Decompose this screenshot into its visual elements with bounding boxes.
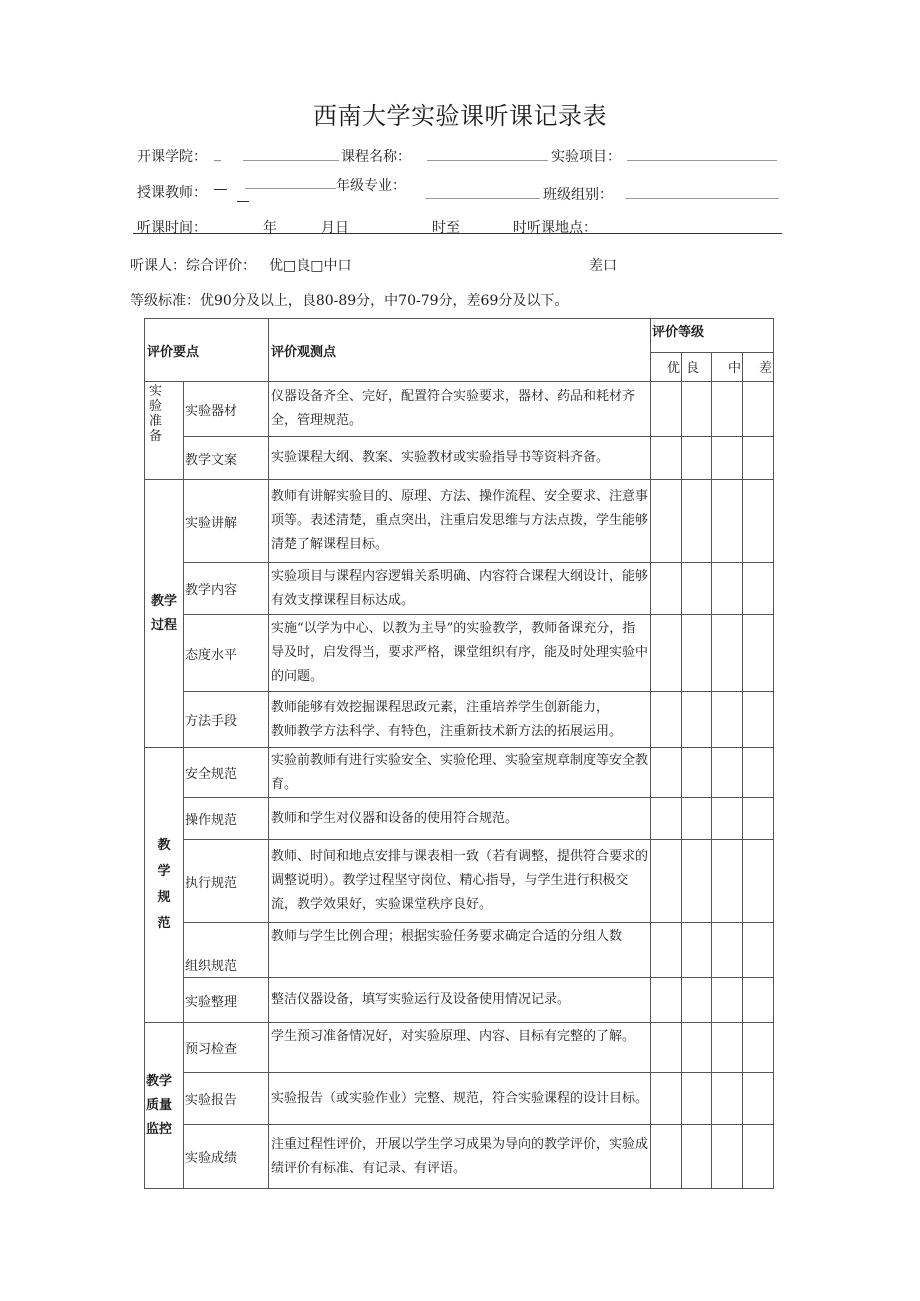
grade-cell-good[interactable]	[682, 437, 712, 480]
category-experiment-prep: 实验准备	[145, 382, 184, 480]
teacher-dash-2	[237, 201, 249, 202]
grade-cell-fair[interactable]	[712, 923, 743, 978]
teacher-input[interactable]	[245, 188, 336, 189]
criteria-text: 实验报告（或实验作业）完整、规范，符合实验课程的设计目标。	[269, 1073, 651, 1125]
table-row	[145, 692, 774, 748]
grade-cell-poor[interactable]	[743, 923, 774, 978]
item-label: 实验器材	[184, 382, 269, 437]
grade-cell-fair[interactable]	[712, 437, 743, 480]
grade-cell-fair[interactable]	[712, 615, 743, 692]
class-input[interactable]	[625, 198, 779, 199]
grade-cell-excellent[interactable]	[651, 840, 682, 923]
item-label: 组织规范	[184, 923, 269, 978]
criteria-text: 教师有讲解实验目的、原理、方法、操作流程、安全要求、注意事项等。表述清楚，重点突出，注重启发思维与方法点拨，学生能够清楚了解课程目标。	[269, 480, 651, 563]
grade-cell-fair[interactable]	[712, 382, 743, 437]
grade-cell-good[interactable]	[682, 1073, 712, 1125]
grade-cell-excellent[interactable]	[651, 748, 682, 798]
table-row	[145, 563, 774, 615]
listener-label: 听课人：综合评价：	[130, 258, 256, 274]
criteria-line-1: 教师能够有效挖掘课程思政元素，注重培养学生创新能力，	[271, 699, 610, 715]
grade-cell-fair[interactable]	[712, 840, 743, 923]
grade-cell-excellent[interactable]	[651, 692, 682, 748]
grade-cell-good[interactable]	[682, 978, 712, 1023]
header-grade: 评价等级	[651, 319, 774, 353]
grade-cell-excellent[interactable]	[651, 480, 682, 563]
grade-cell-excellent[interactable]	[651, 978, 682, 1023]
grade-cell-fair[interactable]	[712, 1125, 743, 1189]
table-row	[145, 382, 774, 437]
criteria-text	[269, 692, 651, 748]
grade-cell-good[interactable]	[682, 1023, 712, 1073]
grade-cell-poor[interactable]	[743, 1023, 774, 1073]
grade-cell-poor[interactable]	[743, 748, 774, 798]
table-row	[145, 923, 774, 978]
grading-standard: 等级标准：优90分及以上，良80-89分，中70-79分，差69分及以下。	[130, 293, 569, 309]
course-label: 课程名称：	[341, 149, 411, 165]
item-label: 实验报告	[184, 1073, 269, 1125]
criteria-text: 实施“以学为中心、以教为主导”的实验教学，教师备课充分，指导及时，启发得当，要求严格，课堂组织有序，能及时处理实验中的问题。	[269, 615, 651, 692]
grade-cell-good[interactable]	[682, 923, 712, 978]
grade-cell-good[interactable]	[682, 692, 712, 748]
grade-cell-excellent[interactable]	[651, 615, 682, 692]
table-row	[145, 615, 774, 692]
criteria-text: 注重过程性评价，开展以学生学习成果为导向的教学评价，实验成绩评价有标准、有记录、有评语。	[269, 1125, 651, 1189]
criteria-line-2: 教师教学方法科学、有特色，注重新技术新方法的拓展运用。	[271, 723, 623, 739]
grade-cell-good[interactable]	[682, 798, 712, 840]
item-label: 实验整理	[184, 978, 269, 1023]
header-grade-fair: 中	[712, 353, 743, 382]
college-label: 开课学院：	[137, 149, 207, 165]
grade-cell-poor[interactable]	[743, 615, 774, 692]
grade-cell-good[interactable]	[682, 563, 712, 615]
project-input[interactable]	[627, 160, 777, 161]
grade-cell-poor[interactable]	[743, 1073, 774, 1125]
page-title: 西南大学实验课听课记录表	[313, 102, 607, 130]
table-row	[145, 1023, 774, 1073]
overall-rating-poor[interactable]: 差口	[589, 258, 617, 274]
time-to-label: 时至	[432, 220, 460, 236]
grade-cell-excellent[interactable]	[651, 923, 682, 978]
item-label: 方法手段	[184, 692, 269, 748]
criteria-text: 仪器设备齐全、完好，配置符合实验要求，器材、药品和耗材齐全，管理规范。	[269, 382, 651, 437]
item-label: 教学内容	[184, 563, 269, 615]
grade-cell-fair[interactable]	[712, 563, 743, 615]
month-day-label: 月日	[321, 220, 349, 236]
time-label: 听课时间：	[137, 220, 207, 236]
location-label: 时听课地点：	[513, 220, 597, 236]
table-row	[145, 798, 774, 840]
table-row	[145, 480, 774, 563]
grade-cell-poor[interactable]	[743, 563, 774, 615]
grade-cell-good[interactable]	[682, 480, 712, 563]
grade-cell-fair[interactable]	[712, 748, 743, 798]
grade-cell-good[interactable]	[682, 615, 712, 692]
major-input[interactable]	[425, 198, 540, 199]
year-label: 年	[263, 220, 277, 236]
header-rule	[133, 233, 782, 234]
grade-cell-fair[interactable]	[712, 1073, 743, 1125]
table-row	[145, 437, 774, 480]
grade-cell-excellent[interactable]	[651, 1073, 682, 1125]
category-teaching-process: 教学过程	[145, 480, 184, 748]
grade-cell-excellent[interactable]	[651, 1023, 682, 1073]
grade-cell-excellent[interactable]	[651, 382, 682, 437]
criteria-text: 实验前教师有进行实验安全、实验伦理、实验室规章制度等安全教育。	[269, 748, 651, 798]
teacher-dash	[214, 189, 227, 190]
item-label: 执行规范	[184, 840, 269, 923]
grade-cell-poor[interactable]	[743, 692, 774, 748]
college-value: _	[214, 146, 221, 162]
grade-cell-fair[interactable]	[712, 978, 743, 1023]
grade-cell-poor[interactable]	[743, 978, 774, 1023]
grade-cell-good[interactable]	[682, 382, 712, 437]
project-label: 实验项目：	[551, 149, 621, 165]
table-row	[145, 748, 774, 798]
grade-cell-poor[interactable]	[743, 840, 774, 923]
class-label: 班级组别：	[543, 187, 613, 203]
major-label: 年级专业：	[336, 178, 406, 194]
item-label: 实验成绩	[184, 1125, 269, 1189]
grade-cell-fair[interactable]	[712, 798, 743, 840]
criteria-text: 整洁仪器设备，填写实验运行及设备使用情况记录。	[269, 978, 651, 1023]
overall-rating-options[interactable]: 优□良□中口	[269, 258, 352, 274]
grade-cell-poor[interactable]	[743, 437, 774, 480]
item-label: 态度水平	[184, 615, 269, 692]
table-row	[145, 978, 774, 1023]
header-grade-excellent: 优	[651, 353, 682, 382]
grade-cell-excellent[interactable]	[651, 563, 682, 615]
item-label: 安全规范	[184, 748, 269, 798]
header-grade-poor: 差	[743, 353, 774, 382]
grade-cell-good[interactable]	[682, 840, 712, 923]
grade-cell-poor[interactable]	[743, 480, 774, 563]
header-grade-good: 良	[682, 353, 712, 382]
grade-cell-poor[interactable]	[743, 382, 774, 437]
table-row	[145, 1073, 774, 1125]
item-label: 教学文案	[184, 437, 269, 480]
category-teaching-norms: 教学规范	[145, 748, 184, 1023]
grade-cell-excellent[interactable]	[651, 798, 682, 840]
criteria-text: 实验课程大纲、教案、实验教材或实验指导书等资料齐备。	[269, 437, 651, 480]
criteria-text: 教师、时间和地点安排与课表相一致（若有调整，提供符合要求的调整说明）。教学过程坚守岗位、精心指导，与学生进行积极交流，教学效果好，实验课堂秩序良好。	[269, 840, 651, 923]
grade-cell-good[interactable]	[682, 1125, 712, 1189]
criteria-text: 学生预习准备情况好，对实验原理、内容、目标有完整的了解。	[269, 1023, 651, 1073]
grade-cell-excellent[interactable]	[651, 1125, 682, 1189]
item-label: 操作规范	[184, 798, 269, 840]
header-observation: 评价观测点	[269, 319, 651, 382]
grade-cell-poor[interactable]	[743, 1125, 774, 1189]
criteria-text: 教师与学生比例合理；根据实验任务要求确定合适的分组人数	[269, 923, 651, 978]
grade-cell-fair[interactable]	[712, 1023, 743, 1073]
table-row	[145, 1125, 774, 1189]
criteria-text: 教师和学生对仪器和设备的使用符合规范。	[269, 798, 651, 840]
course-input[interactable]	[427, 160, 548, 161]
grade-cell-good[interactable]	[682, 748, 712, 798]
evaluation-table	[144, 318, 774, 1189]
item-label: 实验讲解	[184, 480, 269, 563]
grade-cell-fair[interactable]	[712, 480, 743, 563]
item-label: 预习检查	[184, 1023, 269, 1073]
category-quality-monitoring: 教学质量监控	[145, 1023, 184, 1189]
criteria-text: 实验项目与课程内容逻辑关系明确、内容符合课程大纲设计，能够有效支撑课程目标达成。	[269, 563, 651, 615]
grade-cell-poor[interactable]	[743, 798, 774, 840]
teacher-label: 授课教师：	[137, 185, 207, 201]
college-input[interactable]	[243, 160, 339, 161]
table-row	[145, 840, 774, 923]
header-key-points: 评价要点	[145, 319, 269, 382]
grade-cell-fair[interactable]	[712, 692, 743, 748]
grade-cell-excellent[interactable]	[651, 437, 682, 480]
